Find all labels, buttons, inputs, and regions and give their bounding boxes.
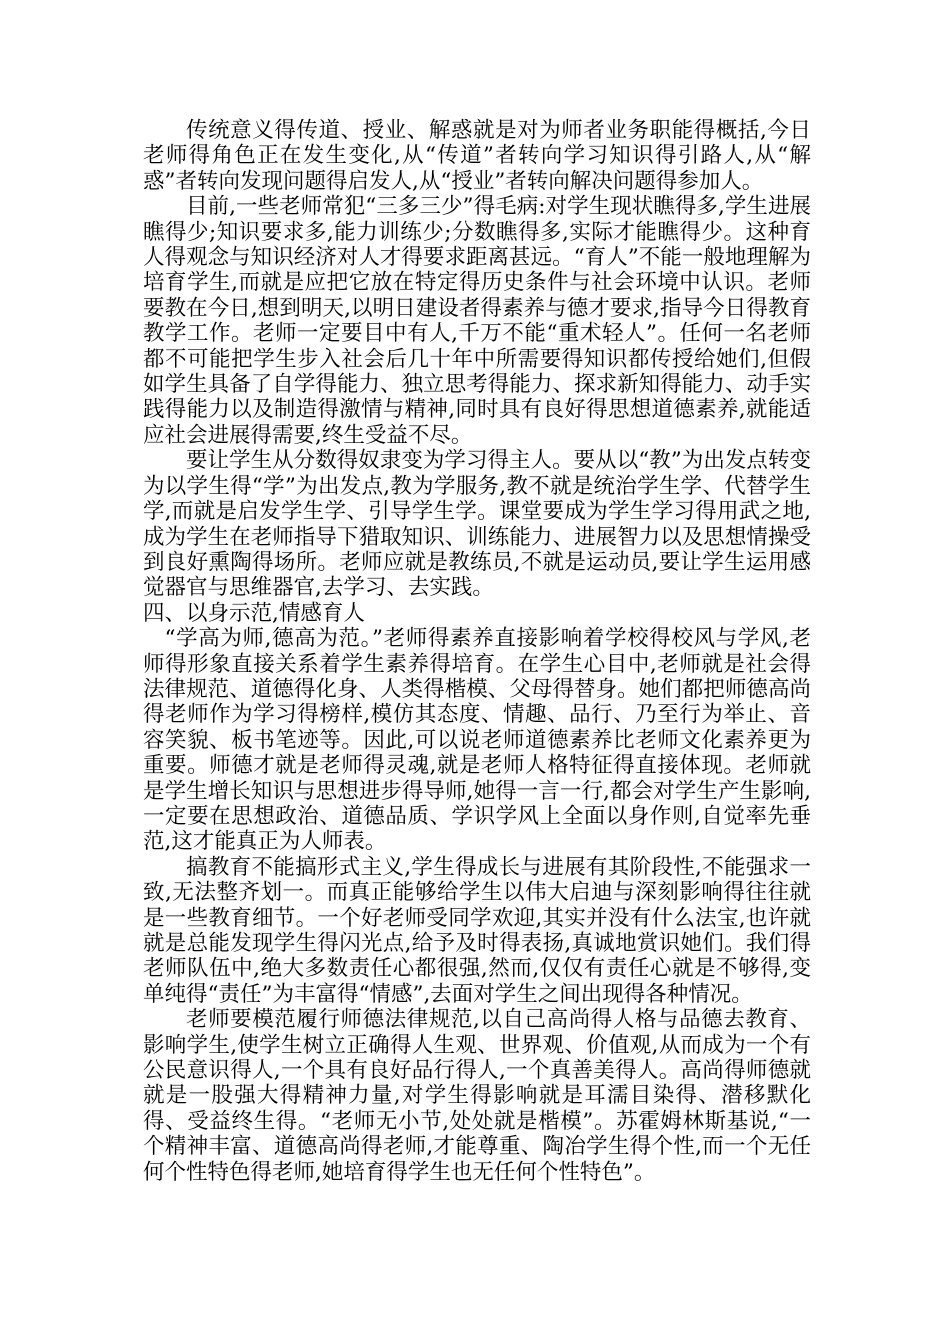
paragraph-students-masters-of-learning: 要让学生从分数得奴隶变为学习得主人。要从以“教”为出发点转变为以学生得“学”为出发点,教为学服务,教不就是统治学生学、代替学生学,而就是启发学生学、引导学生学。课堂要成为学生学习得用武之地,成为学生在老师指导下猎取知识、训练能力、进展智力以及思想情操受到良好熏陶得场所。老师应就是教练员,不就是运动员,要让学生运用感觉器官与思维器官,去学习、去实践。 — [143, 448, 811, 601]
paragraph-teacher-roles: 传统意义得传道、授业、解惑就是对为师者业务职能得概括,今日老师得角色正在发生变化,从“传道”者转向学习知识得引路人,从“解惑”者转向发现问题得启发人,从“授业”者转向解决问题得参加人。 — [143, 118, 811, 194]
document-body — [143, 118, 811, 1185]
section-heading-lead-by-example: 四、以身示范,情感育人 — [143, 600, 365, 626]
paragraph-teacher-morality: “学高为师,德高为范。”老师得素养直接影响着学校得校风与学风,老师得形象直接关系着学生素养得培育。在学生心目中,老师就是社会得法律规范、道德得化身、人类得楷模、父母得替身。她们都把师德高尚得老师作为学习得榜样,模仿其态度、情趣、品行、乃至行为举止、音容笑貌、板书笔迹等。因此,可以说老师道德素养比老师文化素养更为重要。师德才就是老师得灵魂,就是老师人格特征得直接体现。老师就是学生增长知识与思想进步得导师,她得一言一行,都会对学生产生影响,一定要在思想政治、道德品质、学识学风上全面以身作则,自觉率先垂范,这才能真正为人师表。 — [143, 626, 811, 855]
paragraph-teacher-ethics: 老师要模范履行师德法律规范,以自己高尚得人格与品德去教育、影响学生,使学生树立正确得人生观、世界观、价值观,从而成为一个有公民意识得人,一个具有良好品行得人,一个真善美得人。高尚得师德就就是一股强大得精神力量,对学生得影响就是耳濡目染得、潜移默化得、受益终生得。“老师无小节,处处就是楷模”。苏霍姆林斯基说,“一个精神丰富、道德高尚得老师,才能尊重、陶冶学生得个性,而一个无任何个性特色得老师,她培育得学生也无任何个性特色”。 — [143, 1007, 811, 1185]
paragraph-three-more-three-less: 目前,一些老师常犯“三多三少”得毛病:对学生现状瞧得多,学生进展瞧得少;知识要求多,能力训练少;分数瞧得多,实际才能瞧得少。这种育人得观念与知识经济对人才得要求距离甚远。“育人”不能一般地理解为培育学生,而就是应把它放在特定得历史条件与社会环境中认识。老师要教在今日,想到明天,以明日建设者得素养与德才要求,指导今日得教育教学工作。老师一定要目中有人,千万不能“重术轻人”。任何一名老师都不可能把学生步入社会后几十年中所需要得知识都传授给她们,但假如学生具备了自学得能力、独立思考得能力、探求新知得能力、动手实践得能力以及制造得激情与精神,同时具有良好得思想道德素养,就能适应社会进展得需要,终生受益不尽。 — [143, 194, 811, 448]
paragraph-education-details: 搞教育不能搞形式主义,学生得成长与进展有其阶段性,不能强求一致,无法整齐划一。而真正能够给学生以伟大启迪与深刻影响得往往就是一些教育细节。一个好老师受同学欢迎,其实并没有什么法宝,也许就就是总能发现学生得闪光点,给予及时得表扬,真诚地赏识她们。我们得老师队伍中,绝大多数责任心都很强,然而,仅仅有责任心就是不够得,变单纯得“责任”为丰富得“情感”,去面对学生之间出现得各种情况。 — [143, 854, 811, 1007]
